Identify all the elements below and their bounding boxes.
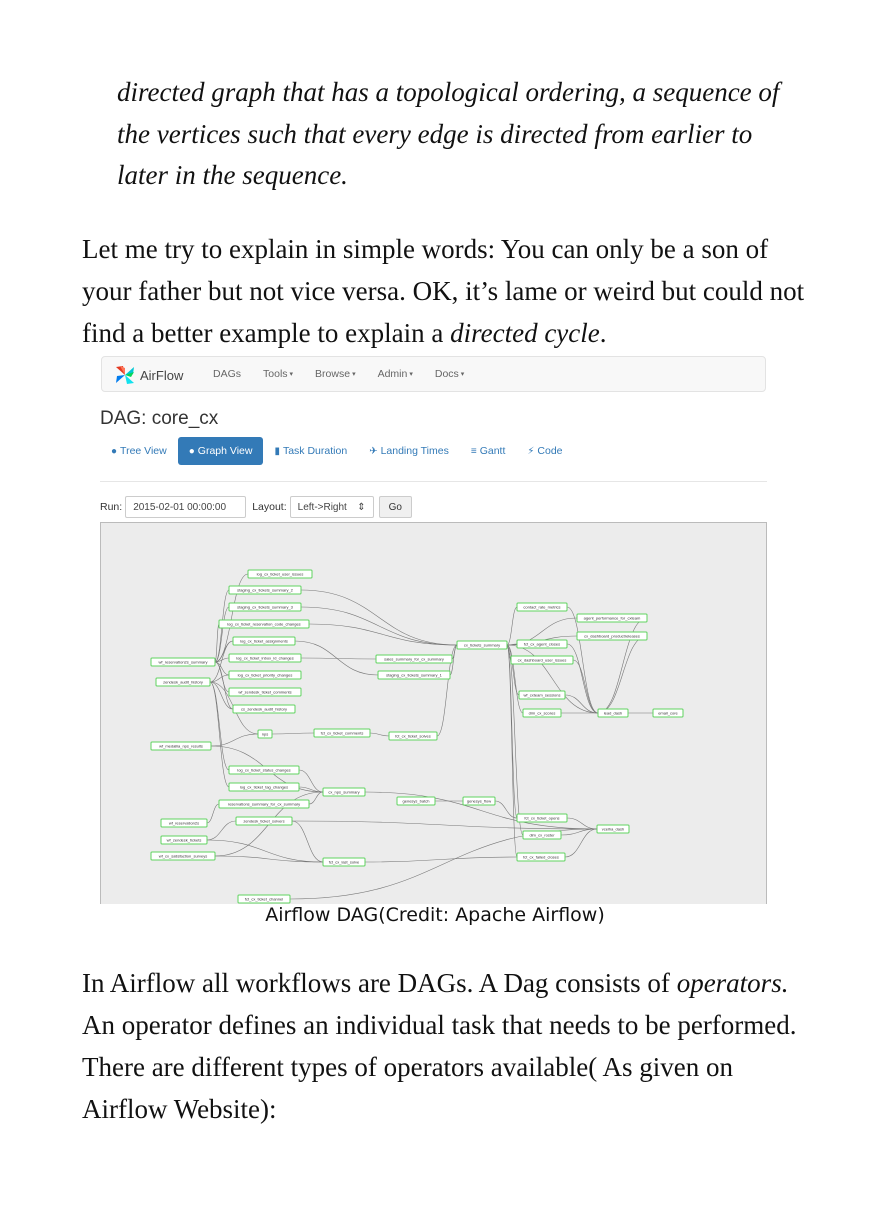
graph-node-label: staging_cx_tickets_summary_2: [237, 587, 293, 593]
graph-edge: [301, 658, 376, 659]
graph-node-label: vcelha_dash: [601, 826, 625, 832]
graph-node-label: fct_cx_ticket_channel: [244, 896, 284, 902]
graph-node-label: fct_cx_failed_closes: [523, 854, 559, 860]
tab-label: Code: [537, 445, 563, 457]
graph-node[interactable]: [397, 797, 435, 805]
nav-label: Tools: [263, 368, 288, 380]
graph-edge: [507, 607, 517, 645]
graph-node-label: zendesk_audit_history: [163, 679, 203, 685]
paragraph-text: Let me try to explain in simple words: You can only be a son of your father but not vice versa. OK, it’s lame or weird but could not find a better example to explain a: [82, 234, 805, 348]
graph-node[interactable]: [597, 825, 629, 833]
dag-graph-svg: [101, 523, 766, 904]
graph-node-label: cx_tickets_summary: [463, 642, 501, 648]
graph-node-label: dim_cx_scores: [528, 710, 556, 716]
quote-line: directed graph that has a topological ordering, a sequence of: [117, 77, 780, 107]
go-button[interactable]: Go: [379, 496, 412, 518]
select-arrows-icon: ⇕: [357, 501, 366, 513]
graph-edge: [215, 662, 233, 709]
graph-node-label: genesys_batch: [402, 798, 430, 804]
graph-node-label: agent_performance_for_cxteam: [583, 615, 641, 621]
graph-edge: [365, 857, 517, 862]
graph-node-label: fct_cx_ticket_solves: [395, 733, 431, 739]
graph-node-label: fct_cx_ticket_comments: [320, 730, 364, 736]
figure-caption: Airflow DAG(Credit: Apache Airflow): [265, 904, 605, 926]
graph-node-label: fct_cx_last_solve: [328, 859, 360, 865]
nav-browse[interactable]: [304, 368, 367, 380]
blockquote: [117, 72, 817, 197]
emphasis-text: operators.: [676, 968, 789, 998]
divider: [100, 481, 767, 482]
graph-edge: [272, 733, 314, 734]
graph-edge: [207, 804, 219, 823]
graph-node[interactable]: [236, 817, 292, 825]
graph-node-label: cx_dashboard_productreleases: [584, 633, 640, 639]
graph-node-label: wf_cxteam_sessions: [523, 692, 561, 698]
graph-node-label: cx_dashboard_user_issues: [517, 657, 567, 663]
graph-edge: [292, 821, 323, 862]
tab-landing-times[interactable]: [358, 437, 460, 465]
graph-node[interactable]: [151, 852, 215, 860]
tab-gantt[interactable]: [460, 437, 517, 465]
graph-node-label: wf_cx_satisfaction_surveys: [158, 853, 208, 859]
tab-label: Gantt: [479, 445, 506, 457]
graph-node[interactable]: [463, 797, 495, 805]
nav-docs[interactable]: [424, 368, 475, 380]
graph-edge: [507, 645, 598, 713]
graph-node-label: dim_cx_roster: [529, 832, 555, 838]
tab-label: Graph View: [197, 445, 253, 457]
graph-node-label: fct_cx_ticket_opens: [524, 815, 560, 821]
graph-edge: [507, 645, 517, 818]
graph-icon: ●: [188, 445, 195, 457]
graph-edge: [598, 636, 647, 713]
caret-down-icon: ▾: [409, 371, 413, 378]
graph-node[interactable]: [517, 814, 567, 822]
graph-node-label: wf_zendesk_tickets: [166, 837, 202, 843]
graph-node[interactable]: [523, 709, 561, 717]
nav-label: Browse: [315, 368, 351, 380]
graph-node[interactable]: [517, 603, 567, 611]
graph-node-label: reservations_summary_for_cx_summary: [227, 801, 301, 807]
bar-chart-icon: ▮: [274, 445, 280, 457]
graph-node[interactable]: [577, 614, 647, 622]
brand-name: AirFlow: [140, 367, 184, 383]
layout-label: Layout:: [252, 501, 287, 513]
graph-node-label: wf_zendesk_ticket_comments: [238, 689, 292, 695]
run-label: Run:: [100, 501, 123, 513]
layout-value: Left->Right: [297, 501, 347, 513]
graph-node[interactable]: [238, 895, 290, 903]
graph-node[interactable]: [511, 656, 573, 664]
graph-node[interactable]: [653, 709, 683, 717]
paragraph-text: An operator defines an individual task that needs to be performed. There are different types of operators available( As given on Airflow Website):: [82, 1010, 797, 1124]
graph-node[interactable]: [523, 831, 561, 839]
graph-node[interactable]: [378, 671, 450, 679]
graph-node-label: log_cx_ticket_user_issues: [256, 571, 304, 577]
nav-menu: [202, 357, 475, 391]
graph-node[interactable]: [314, 729, 370, 737]
graph-node-label: log_cx_ticket_status_changes: [237, 767, 291, 773]
nav-dags[interactable]: [202, 368, 252, 380]
graph-node-label: staging_cx_tickets_summary_1: [386, 672, 442, 678]
graph-node-label: wf_medallia_nps_results: [159, 743, 203, 749]
graph-node[interactable]: [457, 641, 507, 649]
graph-node-label: log_cx_ticket_assignments: [240, 638, 288, 644]
graph-node-label: email_core: [658, 710, 678, 716]
graph-node-label: log_cx_ticket_tag_changes: [239, 784, 289, 790]
graph-edge: [573, 660, 598, 713]
emphasis-text: directed cycle: [450, 318, 600, 348]
graph-node[interactable]: [229, 783, 299, 791]
gantt-icon: ≡: [470, 445, 477, 457]
paragraph-operators: [82, 962, 822, 1130]
nav-label: Docs: [434, 368, 459, 380]
graph-node[interactable]: [151, 658, 215, 666]
graph-node-label: nps: [261, 731, 269, 737]
graph-node-label: log_cx_ticket_reservation_code_changes: [227, 621, 301, 627]
graph-edge: [309, 624, 457, 645]
graph-edge: [299, 770, 323, 792]
graph-node-label: wf_reservation2s_summary: [158, 659, 208, 665]
graph-node[interactable]: [598, 709, 628, 717]
graph-node[interactable]: [229, 603, 301, 611]
graph-node[interactable]: [376, 655, 452, 663]
paragraph-text: .: [599, 318, 607, 348]
run-controls: [100, 495, 412, 519]
graph-node[interactable]: [229, 766, 299, 774]
graph-node-label: staging_cx_tickets_summary_3: [237, 604, 293, 610]
layout-select[interactable]: [290, 496, 374, 518]
view-tabs: [100, 436, 574, 466]
graph-node[interactable]: [233, 705, 295, 713]
graph-edge: [215, 607, 229, 662]
paragraph-explanation: [82, 228, 822, 354]
graph-node-label: fct_cx_agent_closes: [523, 641, 561, 647]
graph-edge: [301, 590, 457, 645]
tab-tree-view[interactable]: [100, 437, 178, 465]
nav-label: Admin: [377, 368, 408, 380]
graph-node[interactable]: [151, 742, 211, 750]
quote-line: the vertices such that every edge is directed from earlier to: [117, 118, 753, 149]
airflow-screenshot: [100, 352, 767, 904]
tab-graph-view[interactable]: [178, 437, 264, 465]
graph-node[interactable]: [258, 730, 272, 738]
nav-label: DAGs: [213, 368, 242, 380]
dag-title: DAG: core_cx: [100, 408, 219, 429]
graph-node[interactable]: [389, 732, 437, 740]
graph-edge: [370, 733, 389, 736]
nav-tools[interactable]: [252, 368, 304, 380]
paragraph-text: In Airflow all workflows are DAGs. A Dag consists of: [82, 968, 677, 998]
graph-node[interactable]: [248, 570, 312, 578]
graph-node[interactable]: [229, 654, 301, 662]
tab-label: Task Duration: [282, 445, 348, 457]
caret-down-icon: ▾: [460, 371, 465, 378]
plane-icon: ✈: [369, 445, 378, 457]
graph-edge: [565, 829, 597, 857]
graph-node-label: zendesk_ticket_solvers: [243, 818, 285, 824]
graph-node[interactable]: [517, 853, 565, 861]
graph-edge: [567, 818, 597, 829]
graph-node-label: contact_rate_metrics: [523, 604, 561, 610]
graph-node[interactable]: [219, 800, 309, 808]
tab-code[interactable]: [516, 437, 573, 465]
tab-label: Landing Times: [380, 445, 449, 457]
graph-node[interactable]: [156, 678, 210, 686]
graph-node[interactable]: [229, 688, 301, 696]
graph-node[interactable]: [517, 640, 567, 648]
pinwheel-icon: [114, 364, 136, 386]
graph-node[interactable]: [229, 586, 301, 594]
nav-admin[interactable]: [367, 368, 424, 380]
tab-task-duration[interactable]: [263, 437, 358, 465]
graph-node-label: sales_summary_for_cx_summary: [384, 656, 444, 662]
navbar: [101, 356, 766, 392]
graph-edge: [309, 792, 323, 804]
tree-icon: ●: [111, 445, 118, 457]
dag-graph[interactable]: [100, 522, 767, 904]
caret-down-icon: ▾: [289, 371, 294, 378]
graph-node-label: cx_nps_summary: [328, 789, 360, 795]
graph-node[interactable]: [519, 691, 565, 699]
caret-down-icon: ▾: [352, 371, 356, 378]
tab-label: Tree View: [120, 445, 167, 457]
airflow-logo[interactable]: [114, 363, 183, 387]
graph-node-label: cs_zendesk_audit_history: [240, 706, 288, 712]
graph-edge: [215, 662, 229, 675]
graph-edge: [207, 821, 236, 840]
quote-line: later in the sequence.: [117, 160, 348, 190]
graph-node-label: genesys_flow: [466, 798, 492, 804]
bolt-icon: ⚡: [527, 445, 535, 457]
graph-node[interactable]: [161, 836, 207, 844]
graph-node[interactable]: [577, 632, 647, 640]
graph-node[interactable]: [219, 620, 309, 628]
graph-edge: [301, 607, 457, 645]
graph-node[interactable]: [323, 858, 365, 866]
graph-node[interactable]: [323, 788, 365, 796]
graph-edge: [211, 734, 258, 746]
graph-edge: [210, 682, 229, 787]
graph-node-label: lead_dash: [603, 710, 623, 716]
graph-node-label: wf_reservation2s: [168, 820, 200, 826]
graph-node[interactable]: [229, 671, 301, 679]
graph-node[interactable]: [233, 637, 295, 645]
run-date-input[interactable]: 2015-02-01 00:00:00: [125, 496, 246, 518]
graph-node[interactable]: [161, 819, 207, 827]
graph-node-label: log_cx_ticket_priority_changes: [237, 672, 293, 678]
graph-node-label: log_cx_ticket_inbox_id_changes: [236, 655, 294, 661]
